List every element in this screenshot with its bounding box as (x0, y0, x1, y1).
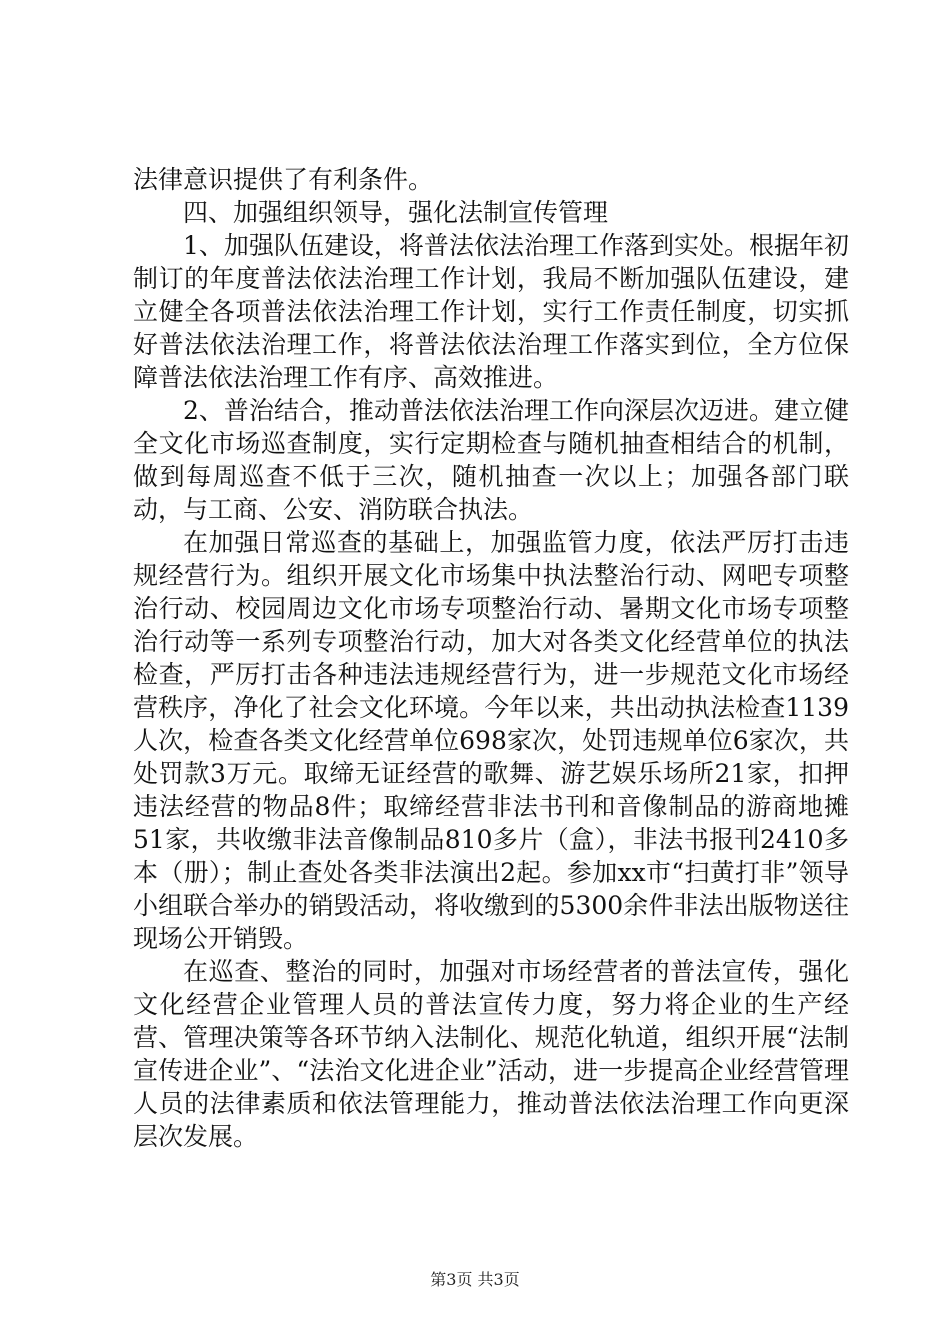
paragraph: 在巡查、整治的同时，加强对市场经营者的普法宣传，强化文化经营企业管理人员的普法宣传力度，努力将企业的生产经营、管理决策等各环节纳入法制化、规范化轨道，组织开展“法制宣传进企业”、“法治文化进企业”活动，进一步提高企业经营管理人员的法律素质和依法管理能力，推动普法依法治理工作向更深层次发展。 (133, 957, 849, 1151)
paragraph: 在加强日常巡查的基础上，加强监管力度，依法严厉打击违规经营行为。组织开展文化市场集中执法整治行动、网吧专项整治行动、校园周边文化市场专项整治行动、暑期文化市场专项整治行动等一系列专项整治行动，加大对各类文化经营单位的执法检查，严厉打击各种违法违规经营行为，进一步规范文化市场经营秩序，净化了社会文化环境。今年以来，共出动执法检查1139人次，检查各类文化经营单位698家次，处罚违规单位6家次，共处罚款3万元。取缔无证经营的歌舞、游艺娱乐场所21家，扣押违法经营的物品8件；取缔经营非法书刊和音像制品的游商地摊51家，共收缴非法音像制品810多片（盒），非法书报刊2410多本（册）；制止查处各类非法演出2起。参加xx市“扫黄打非”领导小组联合举办的销毁活动，将收缴到的5300余件非法出版物送往现场公开销毁。 (133, 528, 849, 953)
paragraph: 1、加强队伍建设，将普法依法治理工作落到实处。根据年初制订的年度普法依法治理工作计划，我局不断加强队伍建设，建立健全各项普法依法治理工作计划，实行工作责任制度，切实抓好普法依法治理工作，将普法依法治理工作落实到位，全方位保障普法依法治理工作有序、高效推进。 (133, 231, 849, 392)
section-heading: 四、加强组织领导，强化法制宣传管理 (183, 198, 609, 227)
paragraph: 2、普治结合，推动普法依法治理工作向深层次迈进。建立健全文化市场巡查制度，实行定期检查与随机抽查相结合的机制，做到每周巡查不低于三次，随机抽查一次以上；加强各部门联动，与工商、公安、消防联合执法。 (133, 396, 849, 524)
document-body (133, 163, 849, 1153)
paragraph: 法律意识提供了有利条件。 (133, 165, 434, 194)
page-number-footer: 第3页 共3页 (430, 1270, 520, 1289)
